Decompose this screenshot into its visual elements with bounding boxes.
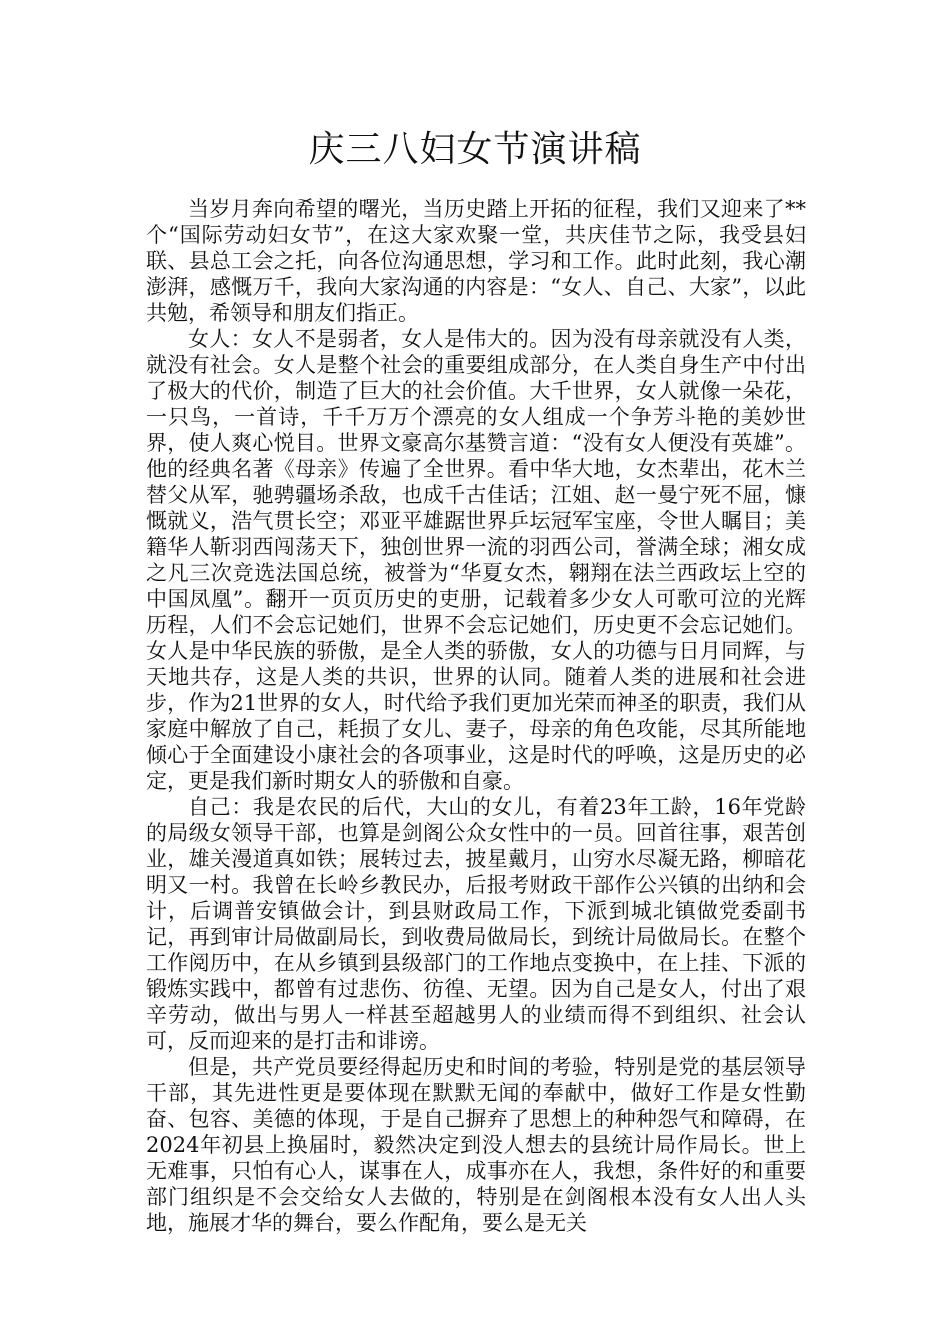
- paragraph-women: 女人：女人不是弱者，女人是伟大的。因为没有母亲就没有人类，就没有社会。女人是整个社会的重要组成部分，在人类自身生产中付出了极大的代价，制造了巨大的社会价值。大千世界，女人就像一朵花，一只鸟，一首诗，千千万万个漂亮的女人组成一个争芳斗艳的美妙世界，使人爽心悦目。世界文豪高尔基赞言道：“没有女人便没有英雄”。他的经典名著《母亲》传遍了全世界。看中华大地，女杰辈出，花木兰替父从军，驰骋疆场杀敌，也成千古佳话；江姐、赵一曼宁死不屈，慷慨就义，浩气贯长空；邓亚平雄踞世界乒坛冠军宝座，令世人瞩目；美籍华人靳羽西闯荡天下，独创世界一流的羽西公司，誉满全球；湘女成之凡三次竞选法国总统，被誉为“华夏女杰，翱翔在法兰西政坛上空的中国凤凰”。翻开一页页历史的吏册，记载着多少女人可歌可泣的光辉历程，人们不会忘记她们，世界不会忘记她们，历史更不会忘记她们。女人是中华民族的骄傲，是全人类的骄傲，女人的功德与日月同辉，与天地共存，这是人类的共识，世界的认同。随着人类的进展和社会进步，作为21世界的女人，时代给予我们更加光荣而神圣的职责，我们从家庭中解放了自己，耗损了女儿、妻子，母亲的角色攻能，尽其所能地倾心于全面建设小康社会的各项事业，这是时代的呼唤，这是历史的必定，更是我们新时期女人的骄傲和自豪。: [146, 327, 806, 793]
- paragraph-however: 但是，共产党员要经得起历史和时间的考验，特别是党的基层领导干部，其先进性更是要体现在默默无闻的奉献中，做好工作是女性勤奋、包容、美德的体现，于是自己摒弃了思想上的种种怨气和障碍，在2024年初县上换届时，毅然决定到没人想去的县统计局作局长。世上无难事，只怕有心人，谋事在人，成事亦在人，我想，条件好的和重要部门组织是不会交给女人去做的，特别是在剑阁根本没有女人出人头地，施展才华的舞台，要么作配角，要么是无关: [146, 1055, 806, 1235]
- document-title: 庆三八妇女节演讲稿: [308, 129, 642, 170]
- paragraph-self: 自己：我是农民的后代，大山的女儿，有着23年工龄，16年党龄的局级女领导干部，也算是剑阁公众女性中的一员。回首往事，艰苦创业，雄关漫道真如铁；展转过去，披星戴月，山穷水尽凝无路，柳暗花明又一村。我曾在长岭乡教民办，后报考财政干部作公兴镇的出纳和会计，后调普安镇做会计，到县财政局工作，下派到城北镇做党委副书记，再到审计局做副局长，到收费局做局长，到统计局做局长。在整个工作阅历中，在从乡镇到县级部门的工作地点变换中，在上挂、下派的锻炼实践中，都曾有过悲伤、彷徨、无望。因为自己是女人，付出了艰辛劳动，做出与男人一样甚至超越男人的业绩而得不到组织、社会认可，反而迎来的是打击和诽谤。: [146, 795, 806, 1053]
- document-body: [146, 196, 806, 1236]
- paragraph-intro: 当岁月奔向希望的曙光，当历史踏上开拓的征程，我们又迎来了**个“国际劳动妇女节”，在这大家欢聚一堂，共庆佳节之际，我受县妇联、县总工会之托，向各位沟通思想，学习和工作。此时此刻，我心潮澎湃，感慨万千，我向大家沟通的内容是：“女人、自己、大家”，以此共勉，希领导和朋友们指正。: [146, 197, 806, 325]
